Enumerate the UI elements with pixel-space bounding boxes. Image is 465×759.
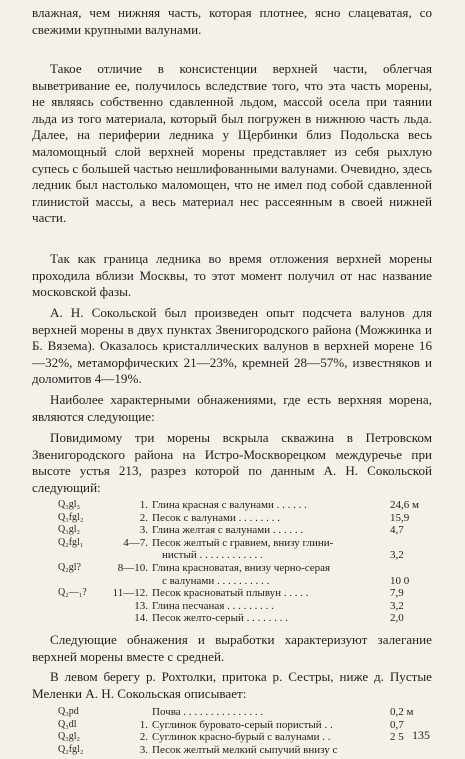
paragraph-3: А. Н. Сокольской был произведен опыт подсчета валунов для верхней морены в двух пунктах Звенигородского района (Можжинка и Б. Вязема). Оказалось кристаллических валунов в верхней морене 16—32%, метаморфических 21—23%, кремней 28—57%, известняков и доломитов 4—19%. [32,305,432,387]
paragraph-6: Следующие обнажения и выработки характеризуют залегание верхней морены вместе с средней. [32,632,432,664]
table-row: Q₂gl? 8—10. Глина красноватая, внизу черно-серая [58,561,331,574]
section-table [50,706,432,756]
paragraph-7: В левом берегу р. Рохтолки, притока р. Сестры, ниже д. Пустые Меленки А. Н. Сокольская описывает: [32,669,432,701]
paragraph-1: Такое отличие в консистенции верхней части, облегчая выветривание ее, получилось вследствие того, что эта часть морены, не являясь собственно сдавленной льдом, массой осела при таянии льда из того материала, который был погружен в нижнюю часть льда. Далее, на периферии ледника у Щербинки близ Подольска весь маломощный слой верхней морены представляет из себя рыхлую супесь с большей частью нешлифованными валунами. Очевидно, здесь ледник был настолько маломощен, что не имел под собой сдавленной глинистой массы, а весь материал нес рассеянным в своей нижней части. [32,61,432,226]
page-number: 135 [412,728,430,742]
paragraph-4: Наиболее характерными обнажениями, где есть верхняя морена, являются следующие: [32,392,432,424]
paragraph-5: Повидимому три морены вскрыла скважина в Петровском Звенигородского района на Истро-Москворецком междуречье при высоте устья 213, разрез которой по данным А. Н. Сокольской следующий: [32,430,432,495]
table-row: Q₂fgl₂ 3. Песок желтый мелкий сыпучий внизу с [58,743,338,756]
table-row: Q₃gl₂ 3. Глина желтая с валунами . . . . . . 4,7 [58,524,404,537]
table-row: Q₂fgl₁ 4—7. Песок желтый с гравием, внизу глини- [58,536,334,549]
table-row: Q₃pd Почва . . . . . . . . . . . . . . . 0,2 м [58,706,414,718]
table-row: 14. Песок желто-серый . . . . . . . . 2,0 [134,612,404,625]
table-row: с валунами . . . . . . . . . . 10 0 [162,574,410,587]
table-row: нистый . . . . . . . . . . . . 3,2 [162,549,404,562]
table-row: Q₃dl 1. Суглинок буровато-серый пористый . . 0,7 [58,718,404,731]
table-row: Q₃gl₃ 1. Глина красная с валунами . . . . . . 24,6 м [58,499,419,511]
table-row: Q₃fgl₂ 2. Песок с валунами . . . . . . . . 15,9 [58,511,410,524]
paragraph-0: влажная, чем нижняя часть, которая плотнее, ясно слацеватая, со свежими крупными валунами. [32,5,432,37]
table-row: 13. Глина песчаная . . . . . . . . . 3,2 [134,599,404,612]
table-row: Q₃gl₂ 2. Суглинок красно-бурый с валунами . . 2 5 [58,731,404,744]
borehole-table [50,499,432,625]
table-row: Q₂—₁? 11—12. Песок красноватый плывун . . . . . 7,9 [58,587,404,600]
paragraph-2: Так как граница ледника во время отложения верхней морены проходила вблизи Москвы, то этот момент получил от нас название московской фазы. [32,251,432,300]
